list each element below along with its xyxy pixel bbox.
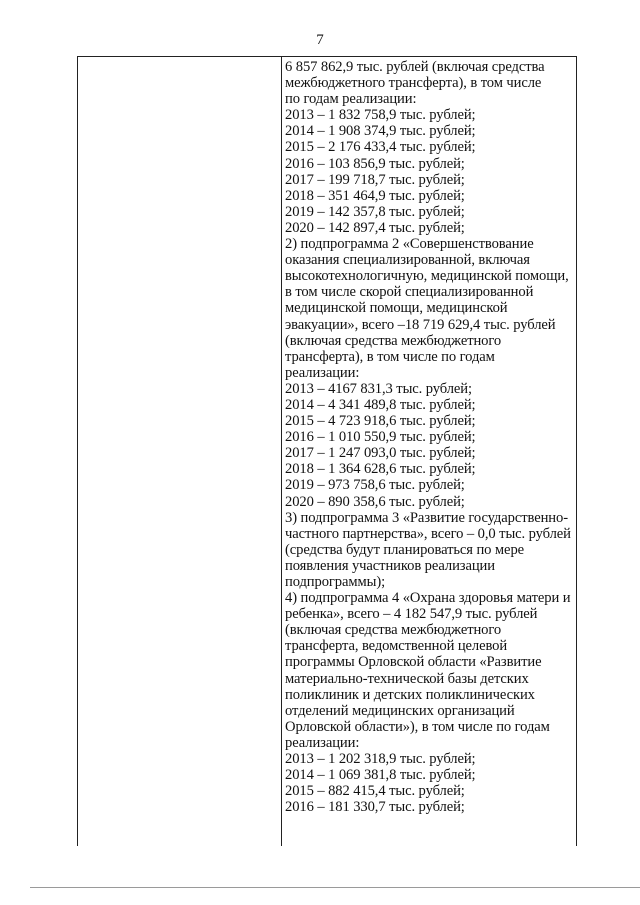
table-right-cell — [285, 59, 577, 815]
text-line: оказания специализированной, включая — [285, 252, 530, 269]
text-line: 2019 – 973 758,6 тыс. рублей; — [285, 477, 465, 494]
text-line: 2014 – 1 908 374,9 тыс. рублей; — [285, 123, 476, 140]
text-line: программы Орловской области «Развитие — [285, 654, 542, 671]
text-line: появления участников реализации — [285, 557, 495, 574]
text-line: 2014 – 4 341 489,8 тыс. рублей; — [285, 396, 476, 413]
text-line: 2015 – 2 176 433,4 тыс. рублей; — [285, 139, 476, 156]
text-line: 2016 – 1 010 550,9 тыс. рублей; — [285, 429, 476, 446]
text-line: 2018 – 351 464,9 тыс. рублей; — [285, 187, 465, 204]
text-line: частного партнерства», всего – 0,0 тыс. рублей — [285, 525, 571, 542]
text-line: 3) подпрограмма 3 «Развитие государственно- — [285, 509, 568, 526]
text-line: 2016 – 181 330,7 тыс. рублей; — [285, 799, 465, 816]
text-line: Орловской области»), в том числе по годам — [285, 718, 550, 735]
text-line: ребенка», всего – 4 182 547,9 тыс. рублей — [285, 606, 538, 623]
text-line: 4) подпрограмма 4 «Охрана здоровья матери и — [285, 590, 571, 607]
text-line: 2013 – 4167 831,3 тыс. рублей; — [285, 380, 472, 397]
text-line: (включая средства межбюджетного — [285, 332, 502, 349]
document-table — [77, 56, 577, 846]
text-line: (средства будут планироваться по мере — [285, 541, 525, 558]
text-line: эвакуации», всего –18 719 629,4 тыс. рублей — [285, 316, 556, 333]
text-line: 2013 – 1 832 758,9 тыс. рублей; — [285, 107, 476, 124]
text-line: 2015 – 4 723 918,6 тыс. рублей; — [285, 413, 476, 430]
text-line: 2020 – 890 358,6 тыс. рублей; — [285, 493, 465, 510]
text-line: 2017 – 1 247 093,0 тыс. рублей; — [285, 445, 476, 462]
text-line: 2017 – 199 718,7 тыс. рублей; — [285, 171, 465, 188]
text-line: 2) подпрограмма 2 «Совершенствование — [285, 236, 534, 253]
text-line: по годам реализации: — [285, 91, 417, 108]
text-line: 2019 – 142 357,8 тыс. рублей; — [285, 203, 465, 220]
text-line: трансферта, ведомственной целевой — [285, 638, 508, 655]
text-line: в том числе скорой специализированной — [285, 284, 534, 301]
text-line: отделений медицинских организаций — [285, 702, 515, 719]
text-line: трансферта), в том числе по годам — [285, 348, 495, 365]
text-line: (включая средства межбюджетного — [285, 622, 502, 639]
text-line: 2014 – 1 069 381,8 тыс. рублей; — [285, 767, 476, 784]
text-line: подпрограммы); — [285, 574, 386, 590]
text-line: материально-технической базы детских — [285, 670, 529, 687]
text-line: 2020 – 142 897,4 тыс. рублей; — [285, 219, 465, 236]
text-line: межбюджетного трансферта), в том числе — [285, 75, 542, 92]
page-bottom-rule — [30, 887, 640, 888]
text-line: поликлиник и детских поликлинических — [285, 686, 535, 703]
text-line: медицинской помощи, медицинской — [285, 300, 508, 317]
page-number: 7 — [316, 32, 324, 48]
text-line: 2015 – 882 415,4 тыс. рублей; — [285, 783, 465, 800]
text-line: 6 857 862,9 тыс. рублей (включая средства — [285, 59, 545, 75]
text-line: 2013 – 1 202 318,9 тыс. рублей; — [285, 751, 476, 768]
text-line: реализации: — [285, 364, 360, 381]
text-line: 2016 – 103 856,9 тыс. рублей; — [285, 155, 465, 172]
text-line: реализации: — [285, 734, 360, 751]
text-line: высокотехнологичную, медицинской помощи, — [285, 268, 569, 285]
table-left-cell — [78, 57, 282, 846]
text-line: 2018 – 1 364 628,6 тыс. рублей; — [285, 461, 476, 478]
